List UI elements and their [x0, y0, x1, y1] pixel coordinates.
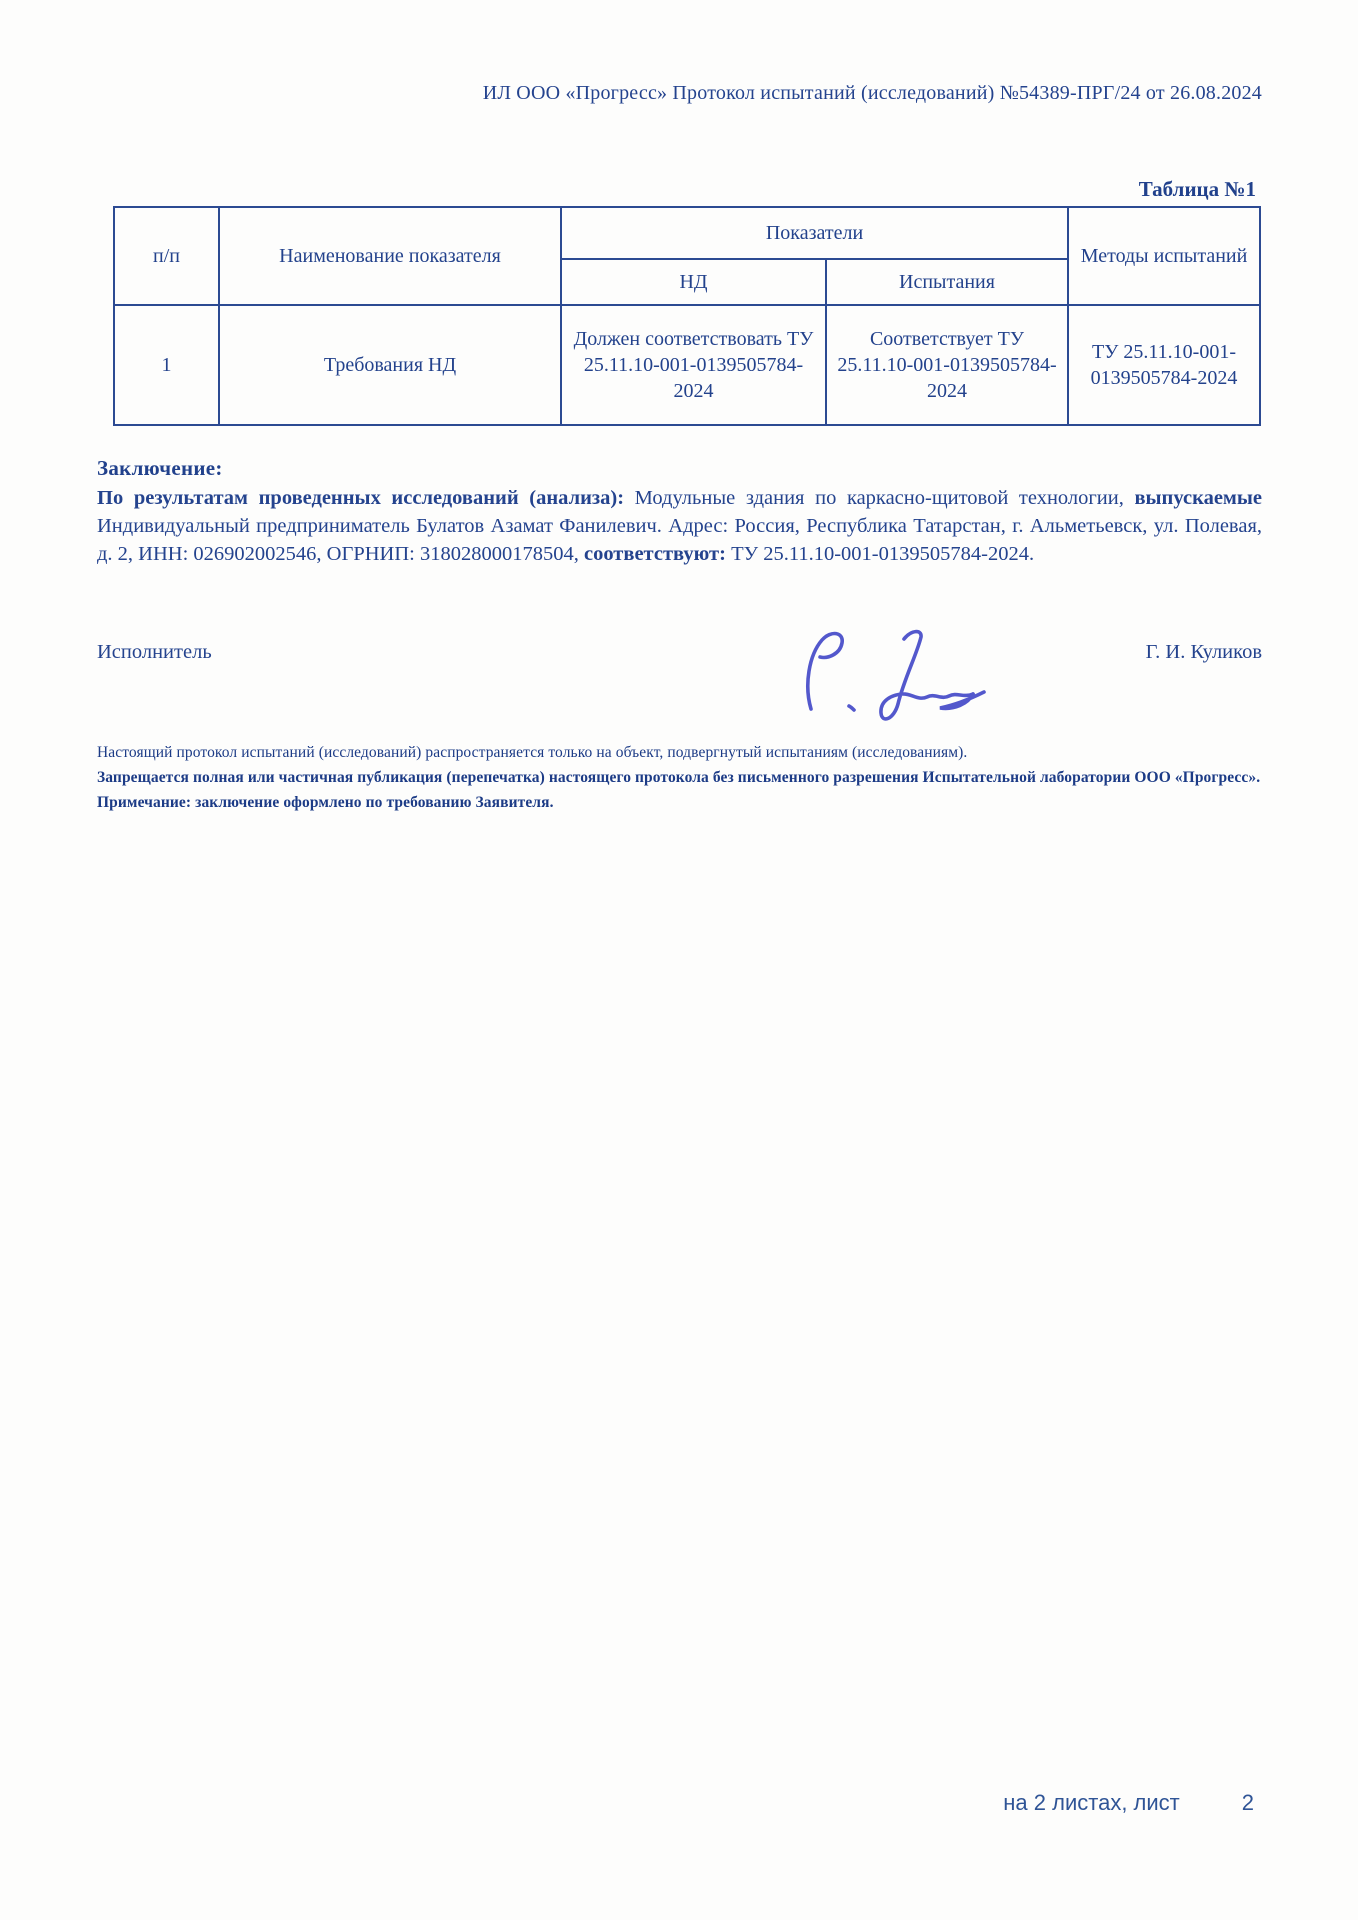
- column-header-num: п/п: [114, 207, 219, 305]
- column-header-indicators: Показатели: [561, 207, 1068, 259]
- table-caption: Таблица №1: [1138, 177, 1256, 201]
- conclusion-heading: Заключение:: [97, 456, 223, 480]
- text-segment: По результатам проведенных исследований (анализа):: [97, 487, 635, 509]
- cell-test-method: ТУ 25.11.10-001-0139505784-2024: [1068, 305, 1260, 425]
- executor-row: [97, 641, 1262, 664]
- note-line: Настоящий протокол испытаний (исследований) распространяется только на объект, подвергнутый испытаниям (исследованиям).: [97, 743, 968, 761]
- conclusion-paragraph: [97, 485, 1262, 569]
- document-header-line: ИЛ ООО «Прогресс» Протокол испытаний (исследований) №54389-ПРГ/24 от 26.08.2024: [482, 82, 1262, 104]
- protocol-notes: [97, 740, 1262, 815]
- cell-row-number: 1: [114, 305, 219, 425]
- column-header-tests: Испытания: [826, 259, 1068, 305]
- text-segment: ТУ 25.11.10-001-0139505784-2024.: [731, 542, 1035, 565]
- executor-label: Исполнитель: [97, 640, 212, 663]
- page-number: 2: [1241, 1790, 1254, 1815]
- document-content: [97, 0, 1262, 815]
- table-header-row-1: [114, 207, 1260, 259]
- column-header-methods: Методы испытаний: [1068, 207, 1260, 305]
- cell-indicator-name: Требования НД: [219, 305, 561, 425]
- executor-name: Г. И. Куликов: [1145, 640, 1262, 663]
- handwritten-signature-icon: [752, 613, 1002, 738]
- text-segment: Модульные здания по каркасно-щитовой технологии,: [634, 487, 1135, 509]
- cell-test-result: Соответствует ТУ 25.11.10-001-0139505784-2024: [826, 305, 1068, 425]
- text-segment: Индивидуальный предприниматель Булатов Азамат Фанилевич. Адрес: Россия, Республика Татарстан, г. Альметьевск, ул. Полевая, д. 2, ИНН: 026902002546, ОГРНИП: 318028000178504,: [97, 514, 1262, 565]
- note-line: Примечание: заключение оформлено по требованию Заявителя.: [97, 793, 554, 811]
- conclusion-section: [97, 456, 1262, 569]
- text-segment: выпускаемые: [1134, 487, 1262, 509]
- table-row: [114, 305, 1260, 425]
- cell-nd-requirement: Должен соответствовать ТУ 25.11.10-001-0139505784-2024: [561, 305, 826, 425]
- column-header-name: Наименование показателя: [219, 207, 561, 305]
- note-line: Запрещается полная или частичная публикация (перепечатка) настоящего протокола без письменного разрешения Испытательной лаборатории ООО «Прогресс».: [97, 768, 1261, 786]
- sheets-count-label: на 2 листах, лист: [1003, 1790, 1180, 1815]
- results-table: [113, 206, 1261, 426]
- text-segment: соответствуют:: [583, 542, 732, 565]
- column-header-nd: НД: [561, 259, 826, 305]
- page-footer: [1003, 1790, 1254, 1816]
